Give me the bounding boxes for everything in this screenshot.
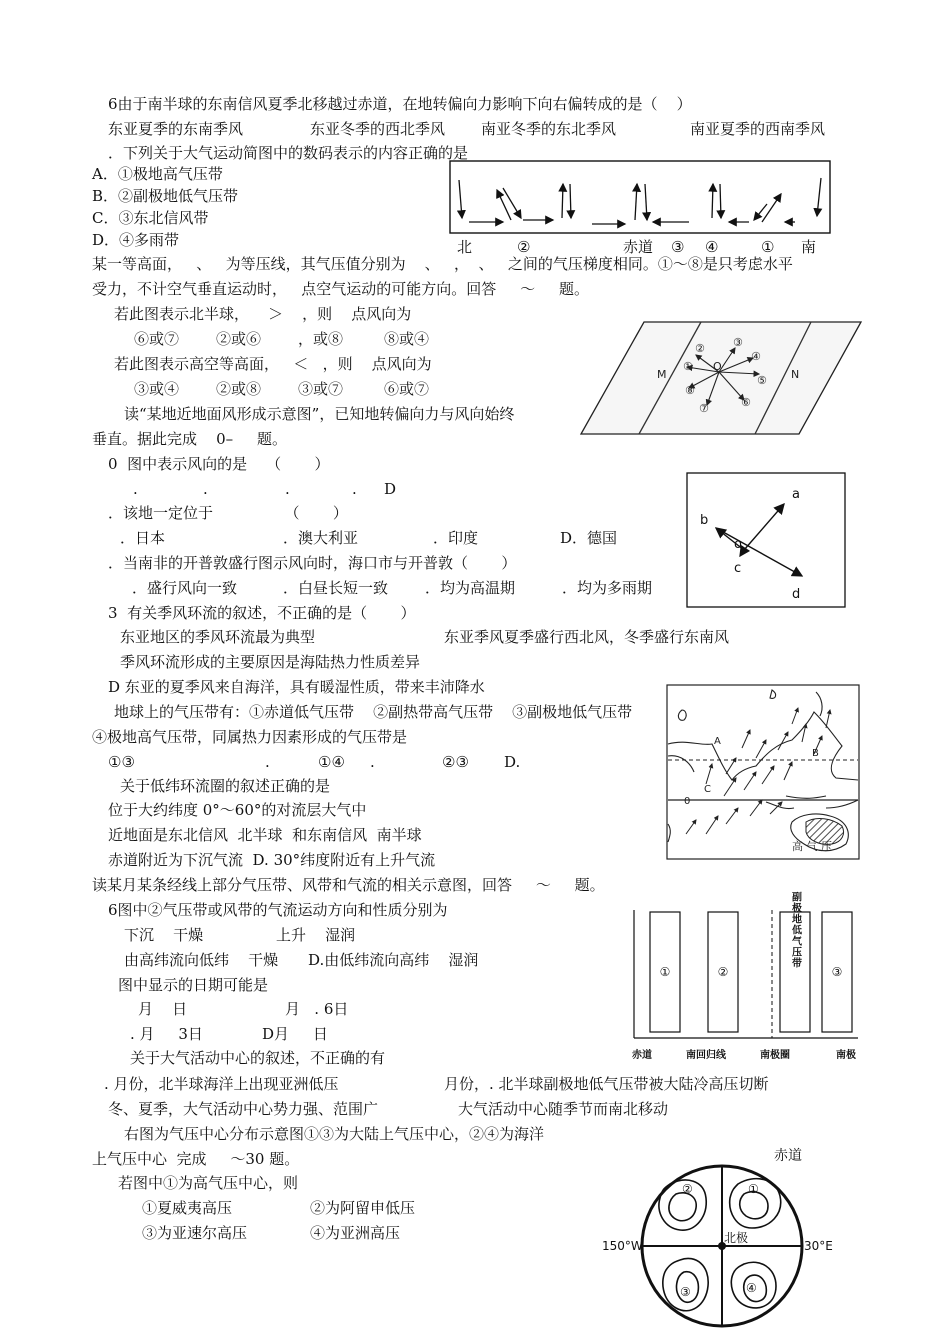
label-O: O <box>713 360 722 373</box>
pressure-belt-diagram <box>449 160 844 260</box>
option-d: ．均为多雨期 <box>562 579 653 597</box>
option-d: ⑥或⑦ <box>384 380 430 398</box>
q-line: 若此图表示北半球， ＞ ，则 点风向为 <box>114 305 412 323</box>
label-o: o <box>734 537 742 552</box>
q-line: 某一等高面， 、 为等压线，其气压值分别为 、 ， 、 之间的气压梯度相同。①～⑧是只考虑水平 <box>92 255 793 273</box>
option-c: ③为亚速尔高压 <box>142 1224 248 1242</box>
option-b: ．澳大利亚 <box>283 529 359 547</box>
option-d: D.由低纬流向高纬 湿润 <box>308 951 479 969</box>
option-a: 东亚夏季的东南季风 <box>108 120 244 138</box>
label-c7: ⑦ <box>699 402 709 415</box>
near-ground-wind-diagram <box>686 472 848 610</box>
q-line: 读某月某条经线上部分气压带、风带和气流的相关示意图，回答 ～ 题。 <box>92 876 605 894</box>
q-line: 读“某地近地面风形成示意图”，已知地转偏向力与风向始终 <box>124 405 515 423</box>
label-d: d <box>792 587 801 602</box>
label-B: B <box>812 748 819 759</box>
option-c: . <box>370 753 375 771</box>
option-a: 东亚地区的季风环流最为典型 <box>120 628 316 646</box>
option-c: ．均为高温期 <box>425 579 516 597</box>
q-line: 右图为气压中心分布示意图①③为大陆上气压中心，②④为海洋 <box>124 1125 545 1143</box>
option-d: D. <box>504 753 521 771</box>
option-c: 赤道附近为下沉气流 D. 30°纬度附近有上升气流 <box>108 851 436 869</box>
label-M: M <box>657 368 667 381</box>
label-4: ④ <box>705 238 719 256</box>
label-3: ③ <box>831 965 843 979</box>
label-4: ④ <box>746 1281 757 1295</box>
option-b-text: ①④ <box>318 753 345 771</box>
label-equator: 赤道 <box>632 1050 652 1061</box>
option-b: 东亚冬季的西北季风 <box>310 120 446 138</box>
label-c2: ② <box>695 342 705 355</box>
q-line: ④极地高气压带，同属热力因素形成的气压带是 <box>92 728 408 746</box>
q-line: ．下列关于大气运动简图中的数码表示的内容正确的是 <box>108 144 469 162</box>
label-1: ① <box>659 965 671 979</box>
label-zero: 0 <box>684 796 691 807</box>
option-a: 下沉 干燥 <box>124 926 204 944</box>
label-1: ① <box>748 1182 759 1196</box>
option-c: ③或⑦ <box>298 380 344 398</box>
label-2: ② <box>517 238 531 256</box>
label-3: ③ <box>671 238 685 256</box>
option-c: ，或⑧ <box>298 330 344 348</box>
option-d-letter: D <box>384 480 397 498</box>
option-b: 上升 湿润 <box>276 926 356 944</box>
label-equator: 赤道 <box>774 1148 802 1164</box>
meridian-belt-diagram <box>630 891 862 1066</box>
label-north: 北 <box>457 238 473 256</box>
label-c1: ① <box>683 360 693 373</box>
isobar-wind-diagram <box>579 310 864 438</box>
option-b: ②为阿留申低压 <box>310 1199 416 1217</box>
option-b: B．②副极地低气压带 <box>92 187 239 205</box>
label-N: N <box>791 368 800 381</box>
label-south-pole: 南极 <box>836 1050 856 1061</box>
label-c6: ⑥ <box>741 396 751 409</box>
q-line: 图中显示的日期可能是 <box>118 976 269 994</box>
q-line: 关于大气活动中心的叙述，不正确的有 <box>130 1049 386 1067</box>
option-c: 由高纬流向低纬 干燥 <box>124 951 279 969</box>
pressure-center-diagram <box>600 1140 836 1340</box>
q-line: 受力，不计空气垂直运动时， 点空气运动的可能方向。回答 ～ 题。 <box>92 280 589 298</box>
label-c5: ⑤ <box>757 374 767 387</box>
label-b: b <box>700 513 709 528</box>
label-tropic: 南回归线 <box>686 1050 726 1061</box>
q-line: 若此图表示高空等高面， ＜ ，则 点风向为 <box>114 355 432 373</box>
q-line: 关于低纬环流圈的叙述正确的是 <box>120 777 331 795</box>
option-b: 近地面是东北信风 北半球 和东南信风 南半球 <box>108 826 422 844</box>
option-d: . <box>352 480 357 498</box>
option-c: ．印度 <box>433 529 479 547</box>
label-150w: 150°W <box>602 1239 643 1253</box>
option-c-text: ②③ <box>442 753 469 771</box>
q-line: ．当南非的开普敦盛行图示风向时，海口市与开普敦（ ） <box>108 554 517 572</box>
label-3: ③ <box>680 1285 691 1299</box>
option-a: ①夏威夷高压 <box>142 1199 233 1217</box>
label-2: ② <box>682 1182 693 1196</box>
q-line: 3 有关季风环流的叙述，不正确的是（ ） <box>108 604 416 622</box>
q-line: 垂直。据此完成 0– 题。 <box>92 430 287 448</box>
option-d: ④为亚洲高压 <box>310 1224 401 1242</box>
q-line: 上气压中心 完成 ～30 题。 <box>92 1150 300 1168</box>
label-north-pole: 北极 <box>724 1231 749 1245</box>
label-c3: ③ <box>733 336 743 349</box>
option-d: D．④多雨带 <box>92 231 180 249</box>
option-b: . <box>265 753 270 771</box>
q-line: 若图中①为高气压中心，则 <box>118 1174 299 1192</box>
option-b: ②或⑥ <box>216 330 262 348</box>
q-line: 6图中②气压带或风带的气流运动方向和性质分别为 <box>108 901 448 919</box>
label-C: C <box>704 784 711 795</box>
q-line: 0 图中表示风向的是 （ ） <box>108 455 330 473</box>
option-b: ②或⑧ <box>216 380 262 398</box>
option-d: 大气活动中心随季节而南北移动 <box>458 1100 669 1118</box>
label-equator: 赤道 <box>623 238 654 256</box>
option-a: ③或④ <box>134 380 180 398</box>
label-c4: ④ <box>751 350 761 363</box>
q-line: 6由于南半球的东南信风夏季北移越过赤道，在地转偏向力影响下向右偏转成的是（ ） <box>108 95 692 113</box>
option-d: D 东亚的夏季风来自海洋，具有暖湿性质，带来丰沛降水 <box>108 678 485 696</box>
option-b: ．白昼长短一致 <box>283 579 389 597</box>
option-b: 月 . 6日 <box>285 1000 349 1018</box>
option-c: 南亚冬季的东北季风 <box>481 120 617 138</box>
option-c: . 月 3日 <box>130 1025 203 1043</box>
label-2: ② <box>717 965 729 979</box>
option-a: ①③ <box>108 753 135 771</box>
label-c8: ⑧ <box>685 384 695 397</box>
option-d: D．德国 <box>560 529 618 547</box>
option-d: 南亚夏季的西南季风 <box>690 120 826 138</box>
option-a: . 月份，北半球海洋上出现亚洲低压 <box>104 1075 339 1093</box>
monsoon-map <box>666 684 862 862</box>
option-a: ⑥或⑦ <box>134 330 180 348</box>
q-line: ．该地一定位于 （ ） <box>108 504 348 522</box>
label-1: ① <box>761 238 775 256</box>
label-antarctic-circle: 南极圈 <box>760 1050 790 1061</box>
option-a: ．盛行风向一致 <box>132 579 238 597</box>
option-b: . <box>203 480 208 498</box>
option-c: 冬、夏季，大气活动中心势力强、范围广 <box>108 1100 379 1118</box>
option-a: ．日本 <box>120 529 166 547</box>
option-a: 位于大约纬度 0°～60°的对流层大气中 <box>108 801 367 819</box>
option-c: C．③东北信风带 <box>92 209 209 227</box>
label-south: 南 <box>801 238 817 256</box>
q-line: 地球上的气压带有：①赤道低气压带 ②副热带高气压带 ③副极地低气压带 <box>114 703 633 721</box>
label-subpolar-low: 副极地低气压带 <box>789 891 801 969</box>
option-c: 季风环流形成的主要原因是海陆热力性质差异 <box>120 653 421 671</box>
label-c: c <box>734 561 742 576</box>
label-a: a <box>792 487 800 502</box>
option-b: 月份，. 北半球副极地低气压带被大陆冷高压切断 <box>444 1075 769 1093</box>
label-high-pressure: 高 气 压 <box>792 840 832 853</box>
option-d: D月 日 <box>262 1025 328 1043</box>
option-a: . <box>133 480 138 498</box>
option-a: 月 日 <box>138 1000 188 1018</box>
label-A: A <box>714 736 721 747</box>
option-d: ⑧或④ <box>384 330 430 348</box>
option-b: 东亚季风夏季盛行西北风，冬季盛行东南风 <box>444 628 730 646</box>
label-30e: 30°E <box>804 1239 833 1253</box>
option-a: A．①极地高气压带 <box>92 165 223 183</box>
option-c: . <box>285 480 290 498</box>
